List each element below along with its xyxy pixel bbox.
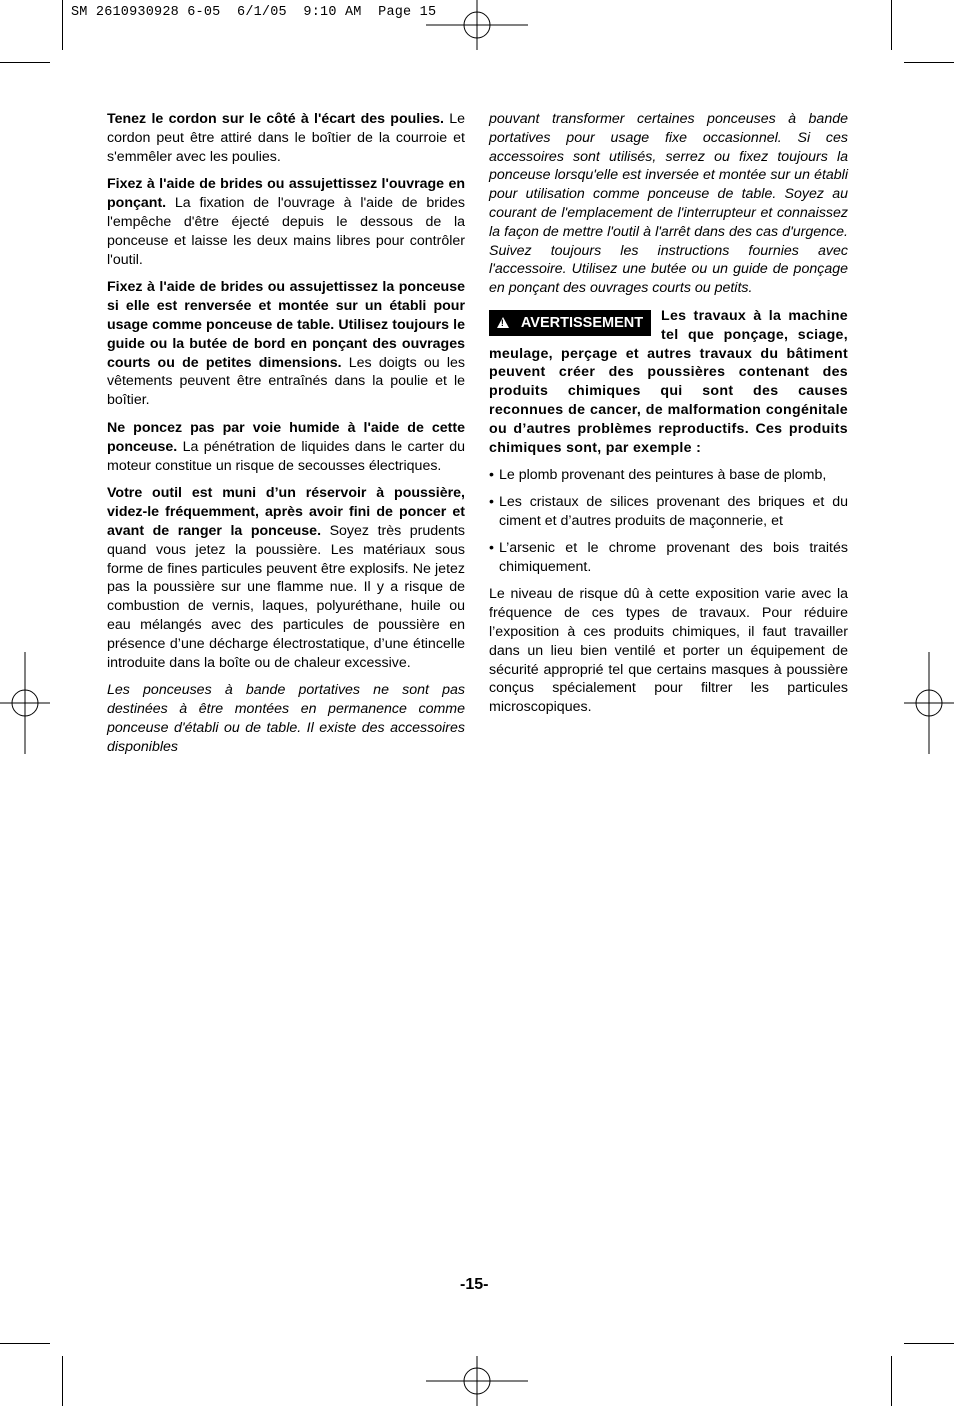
- list-item: • L’arsenic et le chrome provenant des bois traités chimiquement.: [489, 539, 848, 577]
- warning-label: AVERTISSEMENT: [520, 314, 644, 331]
- paragraph-body: La pénétration de liquides dans le carter du moteur constitue un risque de secousses électriques.: [107, 438, 465, 474]
- paragraph-lead: Ne poncez pas par voie humide à l'aide de cette ponceuse.: [107, 419, 465, 455]
- paragraph-body: La fixation de l'ouvrage à l'aide de brides l'empêche d'être éjecté depuis le dessous de la ponceuse et laisse les deux mains libres pour contrôler l'outil.: [107, 195, 465, 268]
- warning-triangle-icon: [497, 317, 509, 328]
- paragraph-lead: Fixez à l'aide de brides ou assujettissez la ponceuse si elle est renversée et montée sur un établi pour usage comme ponceuse de table. Utilisez toujours le guide ou la butée de bord en ponçant des ouvrages courts ou de petites dimensions.: [107, 279, 465, 371]
- paragraph-wet-sanding: [107, 419, 465, 475]
- paragraph-lead: Tenez le cordon sur le côté à l'écart des poulies.: [107, 111, 444, 127]
- registration-mark-left: [0, 652, 50, 754]
- paragraph-body: Soyez très prudents quand vous jetez la poussière. Les matériaux sous forme de fines particules peuvent être explosifs. Ne jetez pas la poussière sur une flamme nue. Il y a risque de combustion de vernis, laques, polyuréthane, huile ou eau mélangés avec des particules de poussière en présence d’une décharge électrostatique, d’une étincelle introduite dans la boîte ou de chaleur excessive.: [107, 522, 465, 671]
- paragraph-clamp-work: [107, 175, 465, 269]
- paragraph-risk-level: Le niveau de risque dû à cette exposition varie avec la fréquence de ces types de travaux. Pour réduire l’exposition à ces produits chimiques, il faut travailler dans un lieu bien ventilé et porter un équipement de sécurité approprié tel que certains masques à poussière conçus spécialement pour filtrer les particules microscopiques.: [489, 586, 848, 716]
- warning-block: [489, 307, 848, 457]
- chemical-list: [489, 466, 848, 576]
- page-number: -15-: [460, 1276, 489, 1293]
- warning-badge: [489, 310, 651, 336]
- warning-text: Les travaux à la machine tel que ponçage, sciage, meulage, perçage et autres travaux du bâtiment peuvent créer des poussières contenant des produits chimiques qui sont des causes reconnues de cancer, de malformation congénitale ou d’autres problèmes reproductifs. Ces produits chimiques sont, par exemple :: [489, 307, 848, 456]
- paragraph-cord: [107, 110, 465, 166]
- paragraph-dust-bag: [107, 484, 465, 672]
- registration-mark-top: [426, 0, 528, 50]
- left-column: [107, 110, 465, 766]
- printer-slug: SM 2610930928 6-05 6/1/05 9:10 AM Page 15: [71, 5, 437, 20]
- right-column: [489, 110, 848, 726]
- paragraph-lead: Votre outil est muni d’un réservoir à poussière, videz-le fréquemment, après avoir fini de poncer et avant de ranger la ponceuse.: [107, 485, 465, 539]
- paragraph-lead: Fixez à l'aide de brides ou assujettissez l'ouvrage en ponçant.: [107, 176, 465, 212]
- paragraph-clamp-sander: [107, 278, 465, 410]
- list-item: • Les cristaux de silices provenant des briques et du ciment et d’autres produits de maçonnerie, et: [489, 493, 848, 531]
- list-item: • Le plomb provenant des peintures à base de plomb,: [489, 466, 848, 485]
- paragraph-accessories: pouvant transformer certaines ponceuses à bande portatives pour usage fixe occasionnel. Si ces accessoires sont utilisés, serrez ou fixez toujours la ponceuse lorsqu'elle est inversée et montée sur un établi pour utilisation comme ponceuse de table. Soyez au courant de l'emplacement de l'interrupteur et connaissez la façon de mettre l'outil à l'arrêt dans des cas d'urgence. Suivez toujours les instructions fournies avec l'accessoire. Utilisez une butée ou un guide de ponçage en ponçant des ouvrages courts ou petits.: [489, 111, 848, 297]
- paragraph-stationary-use: Les ponceuses à bande portatives ne sont pas destinées à être montées en permanence comme ponceuse d'établi ou de table. Il existe des accessoires disponibles: [107, 682, 465, 755]
- paragraph-body: Le cordon peut être attiré dans le boîtier de la courroie et s'emmêler avec les poulies.: [107, 111, 465, 165]
- registration-mark-bottom: [426, 1356, 528, 1406]
- paragraph-body: Les doigts ou les vêtements peuvent être entraînés dans la poulie et le boîtier.: [107, 354, 465, 409]
- registration-mark-right: [904, 652, 954, 754]
